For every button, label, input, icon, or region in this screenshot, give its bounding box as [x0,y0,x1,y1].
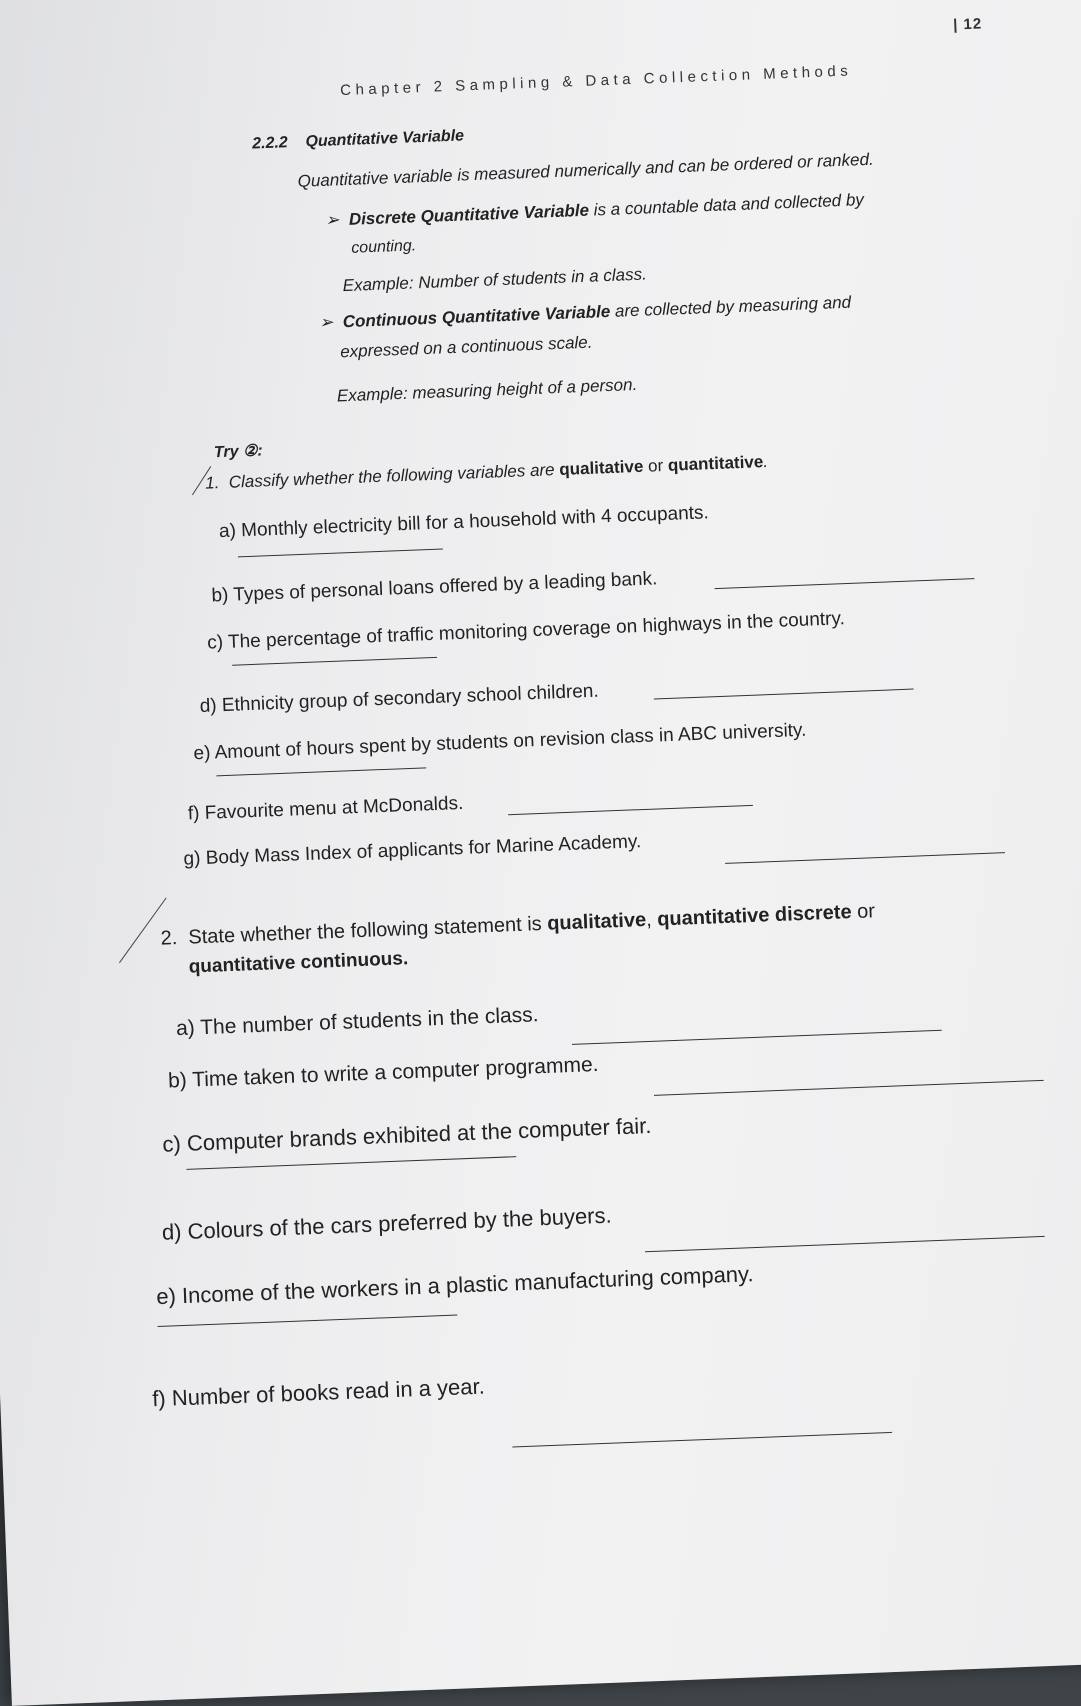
try-colon: : [257,442,264,460]
q1-prompt [205,452,769,494]
q2-item-c: c) Computer brands exhibited at the computer fair. [162,1112,652,1157]
q1-item-e: e) Amount of hours spent by students on revision class in ABC university. [193,719,807,765]
q2-prompt-line2 [188,948,408,978]
q2-item-f: f) Number of books read in a year. [151,1373,486,1412]
try-label: Try [213,443,239,462]
bullet-term: Discrete Quantitative Variable [348,200,590,229]
answer-blank[interactable] [232,657,437,666]
answer-blank[interactable] [572,1030,942,1045]
answer-blank[interactable] [725,852,1005,864]
section-number: 2.2.2 [251,134,289,153]
answer-blank[interactable] [512,1432,892,1448]
q1-end: . [762,451,769,472]
bullet-arrow-icon: ➢ [324,210,340,230]
try-heading [214,440,263,462]
bullet-rest-line2: counting. [350,237,417,257]
answer-blank[interactable] [157,1315,457,1328]
q1-item-d: d) Ethnicity group of secondary school children. [199,680,600,717]
answer-blank[interactable] [645,1236,1045,1252]
section-intro: Quantitative variable is measured numerically and can be ordered or ranked. [297,149,875,191]
page-number: 12 [963,15,983,34]
answer-blank[interactable] [216,767,426,776]
q1-keyword-qualitative: qualitative [558,456,644,479]
q2-item-a: a) The number of students in the class. [175,1003,539,1041]
answer-blank[interactable] [654,689,914,700]
bullet-continuous [319,293,852,333]
bullet-term: Continuous Quantitative Variable [342,301,611,332]
q2-keyword-qualitative: qualitative [546,909,647,935]
bullet-example: Example: Number of students in a class. [342,264,648,296]
q1-prompt-text: Classify whether the following variables are [228,460,555,492]
bullet-rest: are collected by measuring and [614,292,852,321]
page-number-wrap: | 12 [952,15,983,34]
section-title: Quantitative Variable [305,127,465,151]
answer-blank[interactable] [186,1156,516,1170]
bullet-example: Example: measuring height of a person. [336,374,638,406]
q2-number: 2. [160,927,178,950]
bullet-discrete [325,190,864,231]
q1-item-f: f) Favourite menu at McDonalds. [187,792,464,825]
q1-number: 1. [204,473,220,493]
q1-item-g: g) Body Mass Index of applicants for Marine Academy. [183,831,642,870]
bullet-arrow-icon: ➢ [318,312,334,333]
q2-keyword-quantitative-discrete: quantitative discrete [656,901,853,931]
answer-blank[interactable] [654,1080,1044,1096]
q2-item-b: b) Time taken to write a computer programme. [167,1052,599,1093]
q1-keyword-quantitative: quantitative [667,452,764,475]
q2-or: or [856,900,876,923]
answer-blank[interactable] [715,578,975,589]
running-title: Chapter 2 Sampling & Data Collection Methods [339,62,853,100]
q1-item-c: c) The percentage of traffic monitoring coverage on highways in the country. [206,608,846,654]
q1-or: or [647,456,664,476]
q2-keyword-quantitative-continuous: quantitative continuous [188,948,404,978]
q2-end: . [402,948,409,970]
section-heading [252,127,464,153]
bullet-rest-line2: expressed on a continuous scale. [339,332,593,362]
q2-item-d: d) Colours of the cars preferred by the buyers. [161,1202,613,1245]
bullet-rest: is a countable data and collected by [593,190,865,220]
q1-item-b: b) Types of personal loans offered by a leading bank. [211,568,658,607]
q2-prompt: 2. State whether the following statement is qualitative, quantitative discrete or [160,900,876,950]
answer-blank[interactable] [508,805,753,815]
answer-blank[interactable] [238,549,443,558]
q2-item-e: e) Income of the workers in a plastic manufacturing company. [155,1261,754,1310]
circled-number: ② [242,442,258,461]
q2-prompt-text: State whether the following statement is [187,913,543,949]
q1-item-a: a) Monthly electricity bill for a household with 4 occupants. [218,502,710,543]
